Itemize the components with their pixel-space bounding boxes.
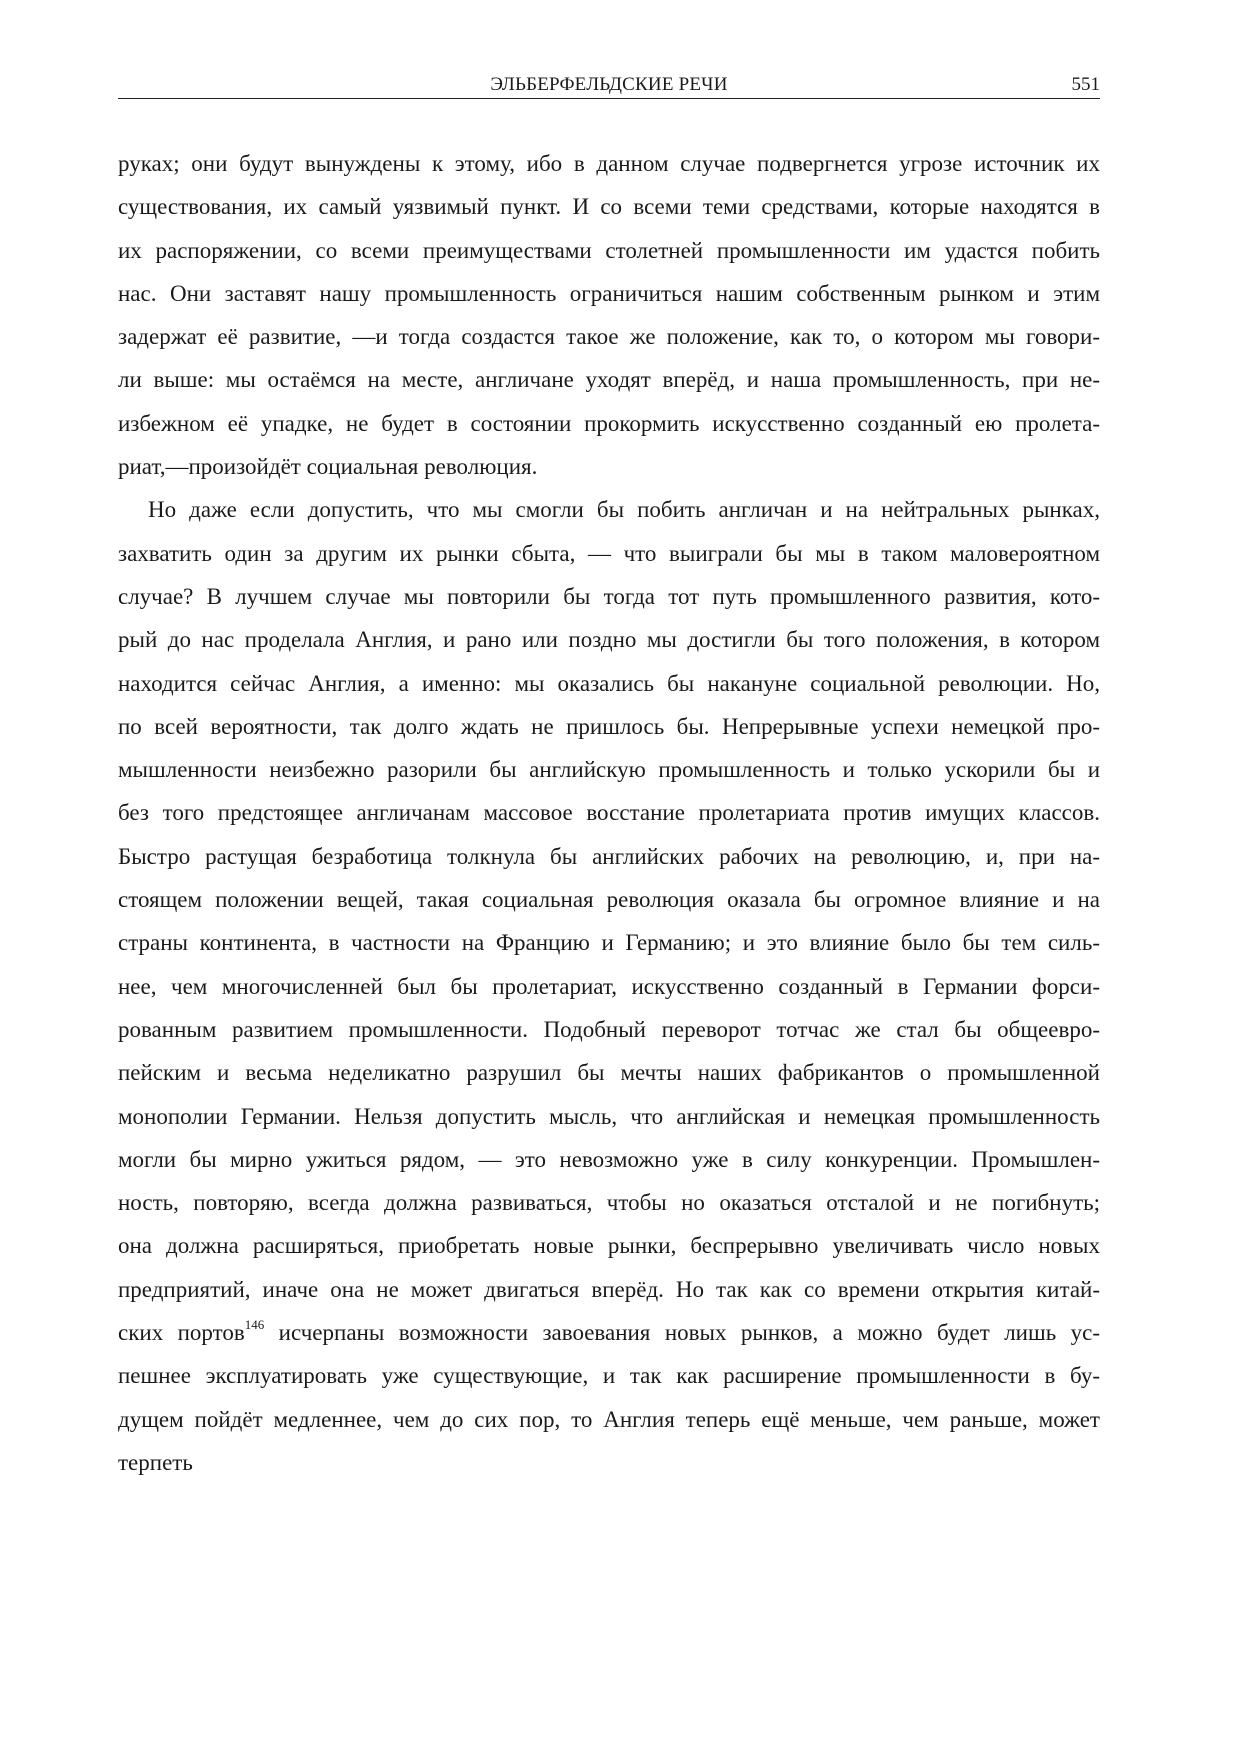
text-line: случае? В лучшем случае мы повторили бы тогда тот путь промышленного развития, кото-: [118, 583, 1100, 609]
text-line: могли бы мирно ужиться рядом, — это невозможно уже в силу конкуренции. Промышлен-: [118, 1146, 1100, 1172]
text-line: по всей вероятности, так долго ждать не пришлось бы. Непрерывные успехи немецкой про-: [118, 713, 1100, 739]
text-line: захватить один за другим их рынки сбыта, — что выиграли бы мы в таком маловероятном: [118, 540, 1100, 566]
text-line: избежном её упадке, не будет в состоянии прокормить искусственно созданный ею пролета-: [118, 410, 1100, 436]
text-line: страны континента, в частности на Францию и Германию; и это влияние было бы тем силь-: [118, 930, 1100, 956]
text-line: пешнее эксплуатировать уже существующие, и так как расширение промышленности в бу-: [118, 1363, 1100, 1389]
text-line: Но даже если допустить, что мы смогли бы побить англичан и на нейтральных рынках,: [148, 497, 1100, 523]
text-line: рованным развитием промышленности. Подобный переворот тотчас же стал бы общеевро-: [118, 1016, 1100, 1042]
text-line: дущем пойдёт медленнее, чем до сих пор, то Англия теперь ещё меньше, чем раньше, может: [118, 1406, 1100, 1432]
text-line-with-footnote: [118, 1311, 1100, 1354]
running-title: ЭЛЬБЕРФЕЛЬДСКИЕ РЕЧИ: [490, 74, 728, 95]
text-line: терпеть: [118, 1449, 193, 1475]
text-line: мышленности неизбежно разорили бы английскую промышленность и только ускорили бы и: [118, 757, 1100, 783]
footnote-reference[interactable]: 146: [244, 1317, 265, 1333]
text-line: пейским и весьма неделикатно разрушил бы мечты наших фабрикантов о промышленной: [118, 1060, 1100, 1086]
text-line: риат,—произойдёт социальная революция.: [118, 454, 538, 480]
body-text: [118, 142, 1100, 1484]
text-line: нас. Они заставят нашу промышленность ограничиться нашим собственным рынком и этим: [118, 280, 1100, 306]
text-line: ность, повторяю, всегда должна развиваться, чтобы но оказаться отсталой и не погибнуть;: [118, 1190, 1100, 1216]
text-line: она должна расширяться, приобретать новые рынки, беспрерывно увеличивать число новых: [118, 1233, 1100, 1259]
text-line: находится сейчас Англия, а именно: мы оказались бы накануне социальной революции. Но,: [118, 670, 1100, 696]
paragraph-1: [118, 142, 1100, 488]
text-line: стоящем положении вещей, такая социальная революция оказала бы огромное влияние и на: [118, 887, 1100, 913]
text-line: нее, чем многочисленней был бы пролетариат, искусственно созданный в Германии форси-: [118, 973, 1100, 999]
text-line: их распоряжении, со всеми преимуществами столетней промышленности им удастся побить: [118, 237, 1100, 263]
text-line: существования, их самый уязвимый пункт. И со всеми теми средствами, которые находятся в: [118, 194, 1100, 220]
paragraph-2: [118, 488, 1100, 1484]
text-line: предприятий, иначе она не может двигаться вперёд. Но так как со времени открытия китай-: [118, 1276, 1100, 1302]
text-line: ли выше: мы остаёмся на месте, англичане уходят вперёд, и наша промышленность, при не-: [118, 367, 1100, 393]
text-line: монополии Германии. Нельзя допустить мысль, что английская и немецкая промышленность: [118, 1103, 1100, 1129]
text-fragment: ских портов: [118, 1320, 245, 1346]
text-line: руках; они будут вынуждены к этому, ибо в данном случае подвергнется угрозе источник их: [118, 151, 1100, 176]
running-header: [118, 70, 1100, 99]
text-line: Быстро растущая безработица толкнула бы английских рабочих на революцию, и, при на-: [118, 843, 1100, 869]
page-number: 551: [1071, 74, 1100, 95]
text-line: без того предстоящее англичанам массовое восстание пролетариата против имущих классов.: [118, 800, 1100, 826]
text-line: рый до нас проделала Англия, и рано или поздно мы достигли бы того положения, в котором: [118, 627, 1100, 653]
text-line: задержат её развитие, —и тогда создастся такое же положение, как то, о котором мы говори-: [118, 324, 1100, 350]
text-fragment: исчерпаны возможности завоевания новых рынков, а можно будет лишь ус-: [264, 1320, 1100, 1346]
